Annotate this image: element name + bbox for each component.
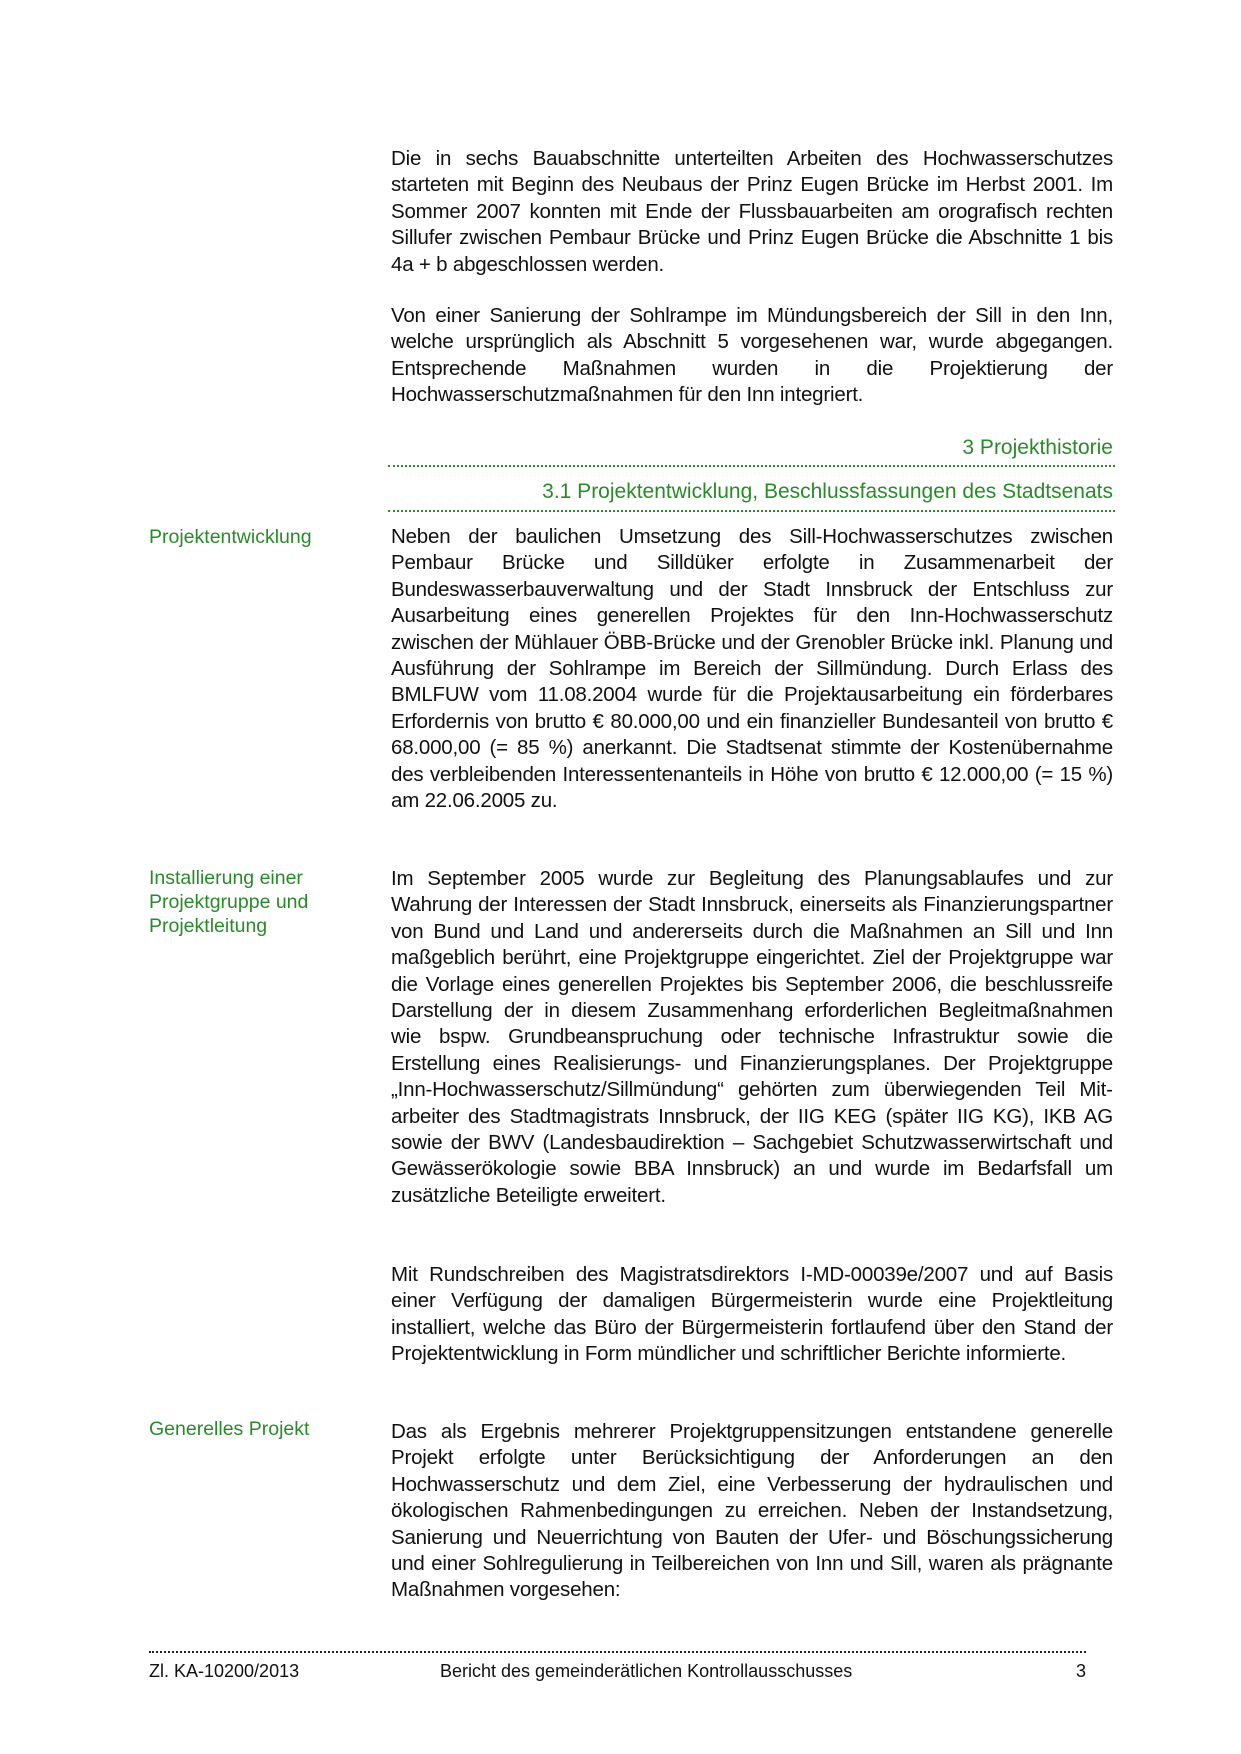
margin-note-projektgruppe: Installierung einer Projektgruppe und Projektleitung <box>149 867 309 937</box>
intro-paragraph-1: Die in sechs Bauabschnitte unterteilten Arbeiten des Hochwasserschutzes starteten mit Beginn des Neubaus der Prinz Eugen Brücke im Herbst 2001. Im Sommer 2007 konnten mit Ende der Flussbauarbeiten am orografisch rechten Sillufer zwischen Pembaur Brücke und Prinz Eugen Brücke die Abschnitte 1 bis 4a + b abgeschlossen werden. <box>391 147 1113 276</box>
margin-note-generelles-projekt: Generelles Projekt <box>149 1418 310 1440</box>
section-generelles-projekt <box>391 1419 1113 1604</box>
section-projektentwicklung <box>391 524 1113 814</box>
section-projektleitung <box>391 1262 1113 1368</box>
intro-paragraph-2: Von einer Sanierung der Sohlrampe im Mündungsbereich der Sill in den Inn, welche ursprünglich als Abschnitt 5 vorgesehenen war, wurde abgegangen. Entsprechende Maßnahmen wurden in die Projektierung der Hochwasserschutzmaßnahmen für den Inn integriert. <box>391 304 1113 407</box>
paragraph-generelles-projekt: Das als Ergebnis mehrerer Projektgruppensitzungen entstandene generelle Projekt erfolgte unter Berücksichtigung der Anforderungen an den Hochwasserschutz und dem Ziel, eine Verbesserung der hydraulischen und ökologischen Rahmenbedingungen zu erreichen. Neben der Instandsetzung, Sanierung und Neuerrichtung von Bauten der Ufer- und Böschungssicherung und einer Sohlregulierung in Teilbereichen von Inn und Sill, waren als prägnante Maßnahmen vorgesehen: <box>391 1420 1113 1602</box>
intro-paragraph-2-block <box>391 303 1113 409</box>
footer-page-number: 3 <box>1076 1661 1087 1681</box>
heading-divider-1 <box>388 465 1115 467</box>
margin-note-projektentwicklung: Projektentwicklung <box>149 526 312 548</box>
section-heading-3: 3 Projekthistorie <box>962 436 1113 459</box>
paragraph-projektgruppe: Im September 2005 wurde zur Begleitung des Planungsablaufes und zur Wahrung der Interessen der Stadt Innsbruck, einerseits als Finanzierungspartner von Bund und Land und andererseits durch die Maßnahmen an Sill und Inn maßgeblich berührt, eine Projektgruppe eingerichtet. Ziel der Projektgruppe war die Vorlage eines generellen Projektes bis September 2006, die beschlussreife Darstellung der in diesem Zusammenhang erforderlichen Begleitmaßnahmen wie bspw. Grundbeanspruchung oder technische Infrastruktur sowie die Erstellung eines Realisierungs- und Finanzierungsplanes. Der Projektgruppe „Inn-Hochwasserschutz/Sillmündung“ gehörten zum überwiegenden Teil Mitarbeiter des Stadtmagistrats Innsbruck, der IIG KEG (später IIG KG), IKB AG sowie der BWV (Landesbaudirektion – Sachgebiet Schutzwasserwirtschaft und Gewässerökologie sowie BBA Innsbruck) an und wurde im Bedarfsfall um zusätzliche Beteiligte erweitert. <box>391 867 1113 1207</box>
paragraph-projektleitung: Mit Rundschreiben des Magistratsdirektors I-MD-00039e/2007 und auf Basis einer Verfügung der damaligen Bürgermeisterin wurde eine Projektleitung installiert, welche das Büro der Bürgermeisterin fortlaufend über den Stand der Projektentwicklung in Form mündlicher und schriftlicher Berichte informierte. <box>391 1263 1113 1366</box>
footer-title: Bericht des gemeinderätlichen Kontrollausschusses <box>440 1661 853 1681</box>
intro-paragraph-1-block <box>391 146 1113 278</box>
section-projektgruppe <box>391 866 1113 1209</box>
footer-reference: Zl. KA-10200/2013 <box>149 1661 300 1681</box>
paragraph-projektentwicklung: Neben der baulichen Umsetzung des Sill-Hochwasserschutzes zwischen Pembaur Brücke und Silldüker erfolgte in Zusammenarbeit der Bundeswasserbauverwaltung und der Stadt Innsbruck der Entschluss zur Ausarbeitung eines generellen Projektes für den Inn-Hochwasserschutz zwischen der Mühlauer ÖBB-Brücke und der Grenobler Brücke inkl. Planung und Ausführung der Sohlrampe im Bereich der Sillmündung. Durch Erlass des BMLFUW vom 11.08.2004 wurde für die Projektausarbeitung ein förderbares Erfordernis von brutto € 80.000,00 und ein finanzieller Bundesanteil von brutto € 68.000,00 (= 85 %) anerkannt. Die Stadtsenat stimmte der Kostenübernahme des verbleibenden Interessentenanteils in Höhe von brutto € 12.000,00 (= 15 %) am 22.06.2005 zu. <box>391 525 1113 813</box>
heading-divider-2 <box>388 510 1115 512</box>
footer-divider <box>149 1651 1086 1653</box>
subsection-heading-3-1: 3.1 Projektentwicklung, Beschlussfassungen des Stadtsenats <box>542 480 1113 503</box>
